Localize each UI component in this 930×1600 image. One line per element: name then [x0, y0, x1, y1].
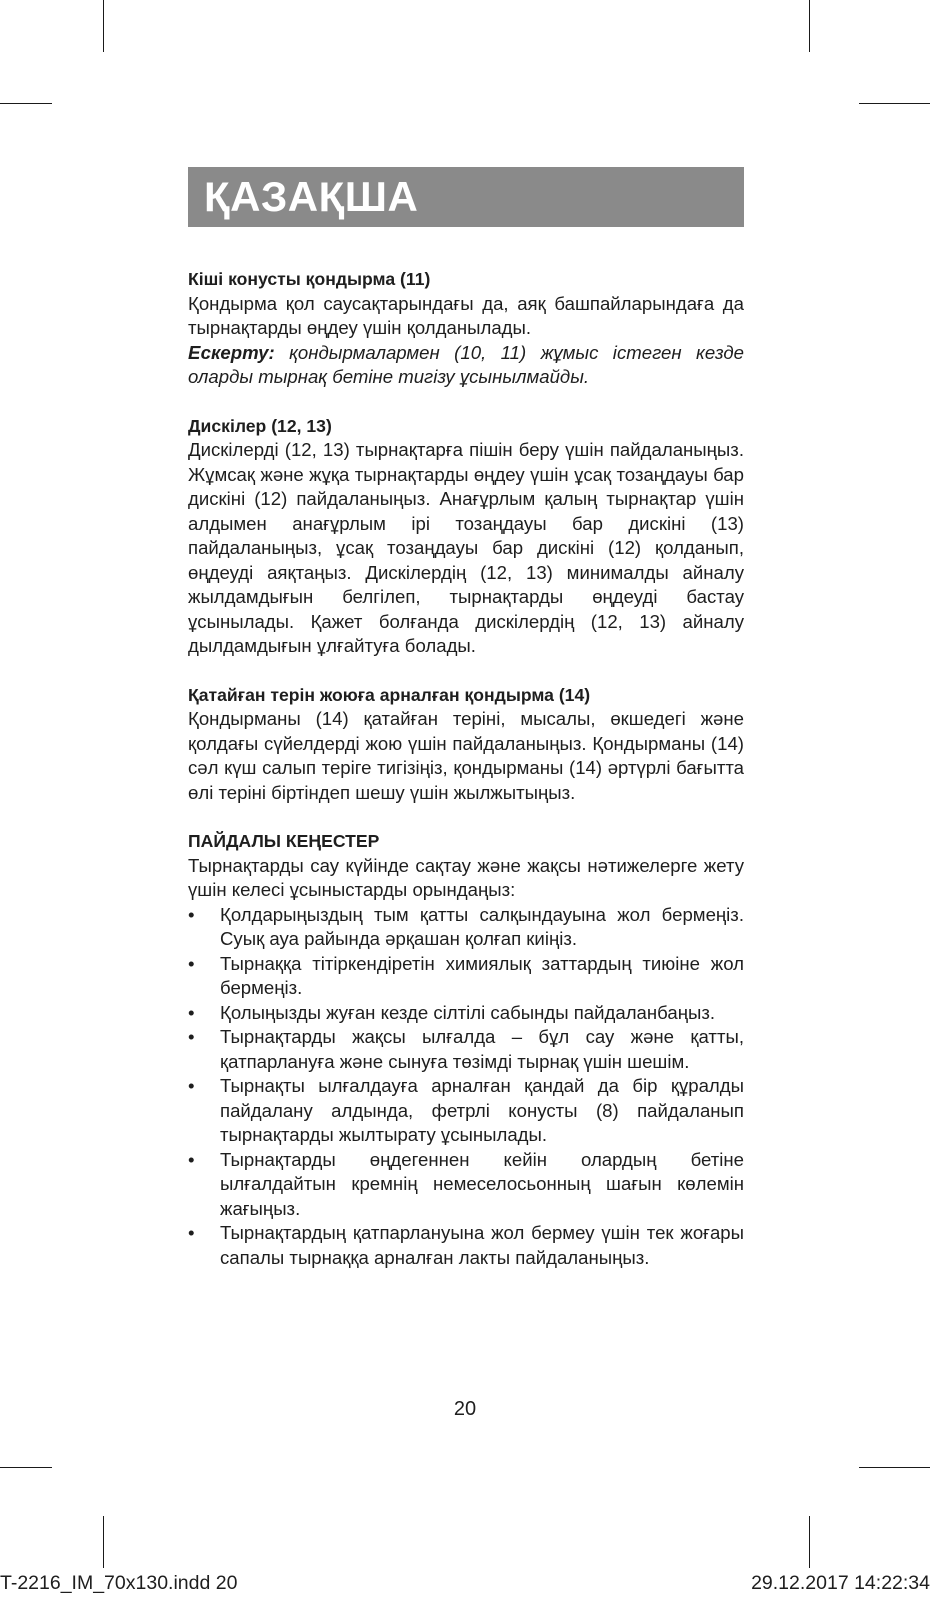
section-heading: Кіші конусты қондырма (11): [188, 269, 431, 289]
crop-mark: [0, 1467, 52, 1468]
crop-mark: [103, 1516, 104, 1568]
bullet: •: [188, 1075, 195, 1096]
list-item: [188, 952, 744, 1001]
section-paragraph: Қондырма қол саусақтарындағы да, аяқ башпайларындаға да тырнақтарды өңдеу үшін қолданылады.: [188, 292, 744, 338]
list-item: [188, 1025, 744, 1074]
crop-mark: [809, 1516, 810, 1568]
bullet: •: [188, 1148, 195, 1170]
section-heading: Қатайған терін жоюға арналған қондырма (14): [188, 684, 591, 705]
page-number: 20: [453, 1398, 477, 1420]
list-item: [188, 1074, 744, 1148]
list-item-text: Қолдарыңыздың тым қатты салқындауына жол бермеңіз. Суық ауа райында әрқашан қолғап киіңіз.: [220, 903, 744, 949]
list-item-text: Тырнақты ылғалдауға арналған қандай да бір құралды пайдалану алдында, фетрлі конусты (8) пайдаланып тырнақтарды жылтырату ұсынылады.: [220, 1075, 744, 1145]
list-item-text: Тырнақтарды өңдегеннен кейін олардың бетіне ылғалдайтын кремнің немеселосьонның шағын көлемін жағыңыз.: [220, 1148, 744, 1219]
note-text: қондырмалармен (10, 11) жұмыс істеген кезде оларды тырнақ бетіне тигізу ұсынылмайды.: [188, 341, 744, 387]
tips-list: [188, 903, 744, 1271]
page-title: ҚАЗАҚША: [204, 173, 419, 220]
section-heading: Дискілер (12, 13): [188, 415, 332, 436]
bullet: •: [188, 1026, 195, 1047]
crop-mark: [859, 103, 930, 104]
list-item-text: Тырнақтардың қатпарлануына жол бермеу үшін тек жоғары сапалы тырнаққа арналған лакты пайдаланыңыз.: [220, 1222, 744, 1268]
section-heading: ПАЙДАЛЫ КЕҢЕСТЕР: [188, 831, 380, 851]
section-callus-remover: [188, 683, 744, 806]
section-paragraph: Дискілерді (12, 13) тырнақтарға пішін беру үшін пайдаланыңыз. Жұмсақ және жұқа тырнақтарды өңдеу үшін ұсақ тозаңдауы бар дискіні (12) пайдаланыңыз. Анағұрлым қалың тырнақтар үшін алдымен анағұрлым ірі тозаңдауы бар дискіні (13) пайдаланыңыз, ұсақ тозаңдауы бар дискіні (12) қолданып, өңдеуді аяқтаңыз. Дискілердің (12, 13) минималды айналу жылдамдығын белгілеп, тырнақтарды өңдеуді бастау ұсынылады. Қажет болғанда дискілердің (12, 13) айналу дылдамдығын ұлғайтуға болады.: [188, 439, 744, 656]
section-paragraph: Қондырманы (14) қатайған теріні, мысалы, өкшедегі және қолдағы сүйелдерді жою үшін пайдаланыңыз. Қондырманы (14) сәл күш салып теріге тигізіңіз, қондырманы (14) әртүрлі бағытта өлі теріні біртіндеп шешу үшін жылжытыңыз.: [188, 708, 744, 803]
note-label: Ескерту:: [188, 341, 275, 363]
crop-mark: [809, 0, 810, 52]
slug-file-info: T-2216_IM_70x130.indd 20: [0, 1572, 238, 1594]
slug-date-info: 29.12.2017 14:22:34: [751, 1572, 930, 1594]
list-item-text: Тырнаққа тітіркендіретін химиялық заттардың тиюіне жол бермеңіз.: [220, 952, 744, 998]
bullet: •: [188, 1001, 195, 1023]
list-item-text: Қолыңызды жуған кезде сілтілі сабынды пайдаланбаңыз.: [220, 1001, 716, 1023]
bullet: •: [188, 1222, 195, 1243]
crop-mark: [0, 103, 52, 104]
crop-mark: [859, 1467, 930, 1468]
language-banner: [188, 167, 744, 227]
crop-mark: [103, 0, 104, 52]
list-item: [188, 1001, 744, 1026]
section-small-cone: [188, 267, 744, 390]
list-item-text: Тырнақтарды жақсы ылғалда – бұл сау және қатты, қатпарлануға және сынуға төзімді тырнақ үшін шешім.: [220, 1026, 744, 1072]
list-item: [188, 903, 744, 952]
tips-intro: Тырнақтарды сау күйінде сақтау және жақсы нәтижелерге жету үшін келесі ұсыныстарды орындаңыз:: [188, 854, 744, 900]
bullet: •: [188, 903, 195, 925]
note-paragraph: [188, 341, 744, 390]
section-useful-tips: [188, 829, 744, 1270]
bullet: •: [188, 952, 195, 974]
document-body: [188, 267, 744, 1270]
list-item: [188, 1148, 744, 1222]
section-discs: [188, 414, 744, 659]
list-item: [188, 1221, 744, 1270]
